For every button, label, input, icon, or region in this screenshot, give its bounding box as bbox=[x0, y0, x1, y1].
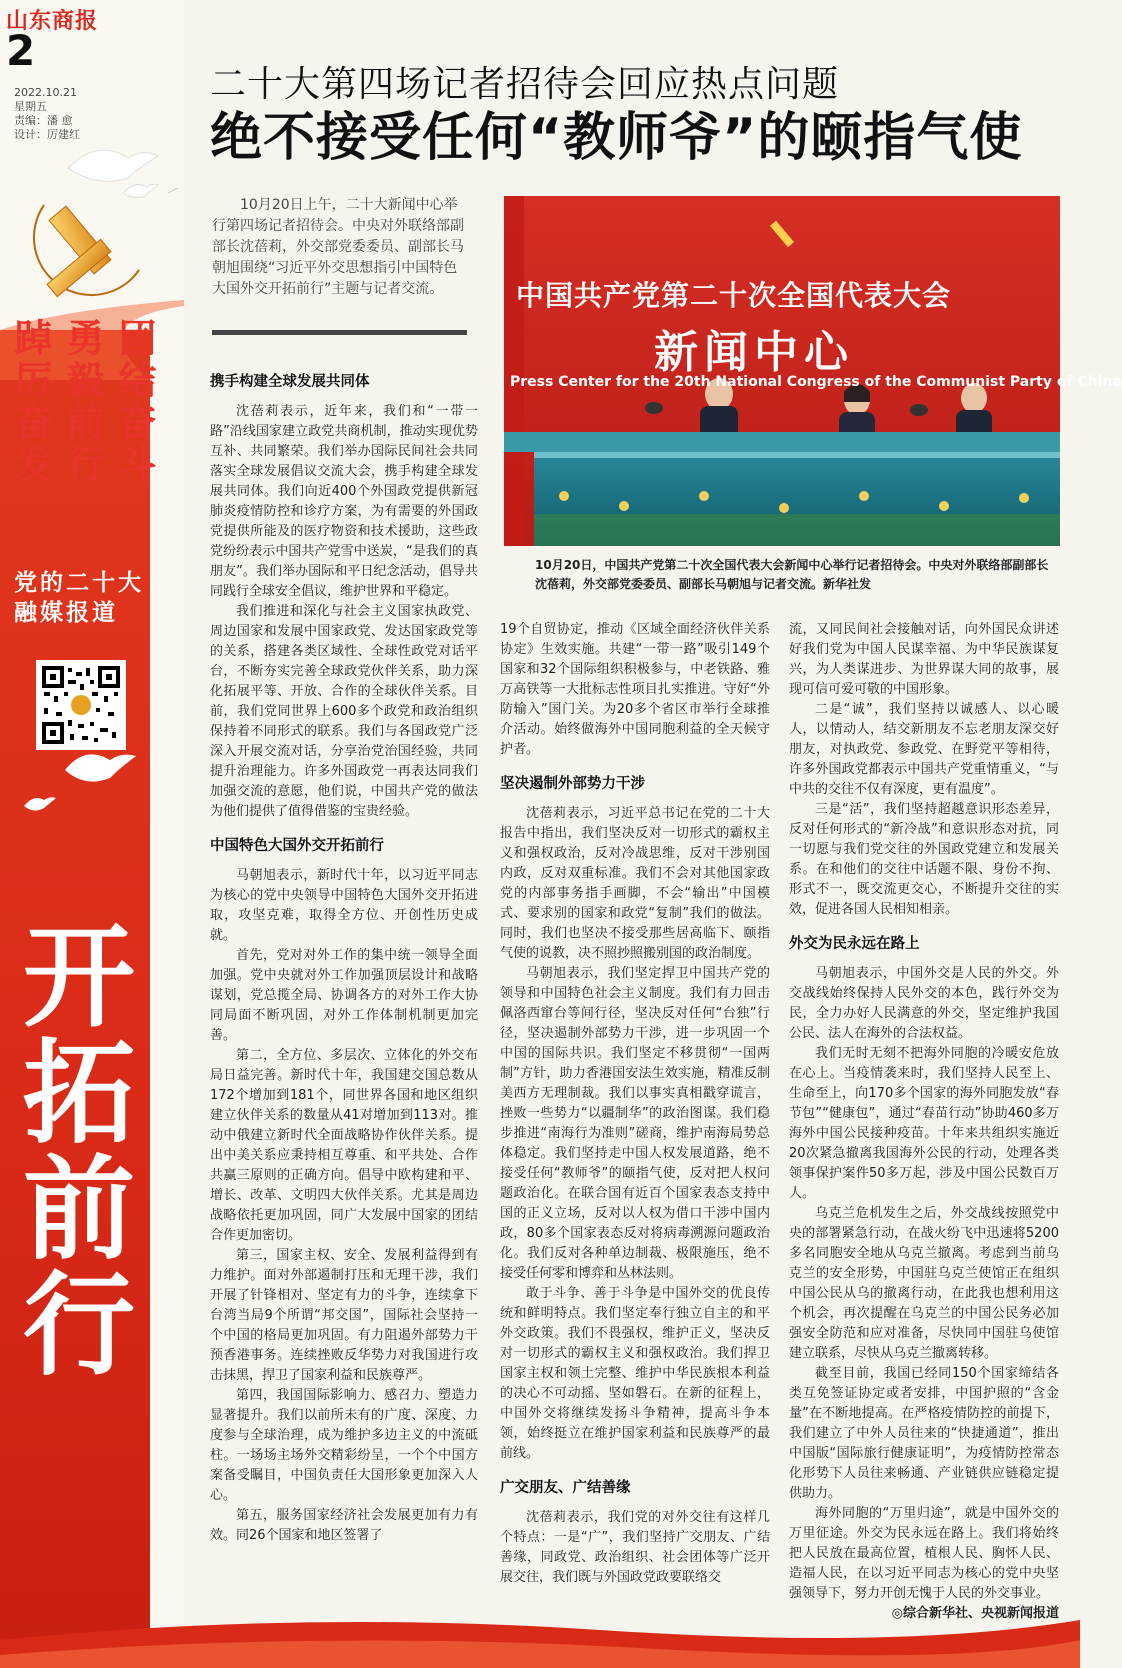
party-emblem-icon bbox=[14, 185, 164, 315]
paragraph: 三是“活”，我们坚持超越意识形态差异，反对任何形式的“新冷战”和意识形态对抗，同一切愿与我们党交往的外国政党建立和发展关系。在和他们的交往中话题不限、身份不拘、形式不一，既交流更交心，不断提升交往的实效，促进各国人民相知相亲。 bbox=[789, 802, 1059, 917]
designer-credit: 设计：厉建红 bbox=[14, 128, 80, 141]
section-heading: 携手构建全球发展共同体 bbox=[210, 374, 370, 390]
paragraph: 沈蓓莉表示，近年来，我们和“一带一路”沿线国家建立政党共商机制，推动实现优势互补、共同繁荣。我们举办国际民间社会共同落实全球发展倡议交流大会，携手构建全球发展共同体。我们向近400个外国政党提供新冠肺炎疫情防控和诊疗方案，为有需要的外国政党提供所能及的医疗物资和技术援助，这些政党纷纷表示中国共产党雪中送炭，“是我们的真朋友”。我们举办国际和平日纪念活动，倡导共同践行全球安全倡议，维护世界和平稳定。 bbox=[210, 404, 478, 599]
paragraph: 二是“诚”，我们坚持以诚感人、以心暖人，以情动人，结交新朋友不忘老朋友深交好朋友，对执政党、参政党、在野党平等相待，许多外国政党都表示中国共产党重情重义，“与中共的交往不仅有深度，更有温度”。 bbox=[789, 702, 1059, 797]
dove-icon bbox=[60, 740, 140, 800]
paragraph: 乌克兰危机发生之后，外交战线按照党中央的部署紧急行动，在战火纷飞中迅速将5200多名同胞安全地从乌克兰撤离。考虑到当前乌克兰的安全形势，中国驻乌克兰使馆正在组织中国公民从乌的撤离行动，在此我也想利用这个机会，再次提醒在乌克兰的中国公民务必加强安全防范和应对准备，尽快同中国驻乌使馆建立联系，尽快从乌克兰撤离转移。 bbox=[789, 1206, 1059, 1361]
article-column-3 bbox=[789, 620, 1059, 1624]
article-lead: 10月20日上午，二十大新闻中心举行第四场记者招待会。中央对外联络部副部长沈蓓莉，外交部党委委员、副部长马朝旭围绕“习近平外交思想指引中国特色大国外交开拓前行”主题与记者交流。 bbox=[212, 197, 464, 297]
photo-caption: 10月20日，中国共产党第二十次全国代表大会新闻中心举行记者招待会。中央对外联络部副部长沈蓓莉，外交部党委委员、副部长马朝旭与记者交流。新华社发 bbox=[535, 558, 1049, 591]
paragraph: 第二，全方位、多层次、立体化的外交布局日益完善。新时代十年，我国建交国总数从172个增加到181个，同世界各国和地区组织建立伙伴关系的数量从41对增加到113对。推动中俄建立新时代全面战略协作伙伴关系。提出中美关系应秉持相互尊重、和平共处、合作共赢三原则的正确方向。倡导中欧构建和平、增长、改革、文明四大伙伴关系。尤其是周边战略依托更加巩固，同广大发展中国家的团结合作更加密切。 bbox=[210, 1048, 478, 1243]
paragraph: 第四，我国国际影响力、感召力、塑造力显著提升。我们以前所未有的广度、深度、力度参与全球治理，成为维护多边主义的中流砥柱。一场场主场外交精彩纷呈，一个个中国方案备受瞩目，中国负责任大国形象更加深入人心。 bbox=[210, 1388, 478, 1503]
paragraph: 我们无时无刻不把海外同胞的冷暖安危放在心上。当疫情袭来时，我们坚持人民至上、生命至上，向170多个国家的海外同胞发放“春节包”“健康包”，通过“春苗行动”协助460多万海外中国公民接种疫苗。十年来共组织实施近20次紧急撤离我国海外公民的行动，处理各类领事保护案件50多万起，涉及中国公民数百万人。 bbox=[789, 1046, 1059, 1201]
paragraph: 海外同胞的“万里归途”，就是中国外交的万里征途。外交为民永远在路上。我们将始终把人民放在最高位置，植根人民、胸怀人民、造福人民，在以习近平同志为核心的党中央坚强领导下，努力开创无愧于人民的外交事业。 bbox=[789, 1506, 1059, 1601]
slogan-column: 踔厉奋发 bbox=[8, 318, 53, 486]
paragraph: 19个自贸协定，推动《区域全面经济伙伴关系协定》生效实施。共建“一带一路”吸引149个国家和32个国际组织积极参与，中老铁路、雅万高铁等一大批标志性项目扎实推进。守好“外防输入”国门关。为20多个省区市举行全球推介活动。始终做海外中国同胞利益的全天候守护者。 bbox=[500, 622, 770, 757]
sidebar bbox=[0, 0, 184, 1668]
photo-banner-center: 新闻中心 bbox=[654, 327, 854, 378]
sub-slogan-line1: 党的二十大 bbox=[14, 570, 144, 596]
press-conference-photo bbox=[504, 196, 1122, 546]
paragraph: 马朝旭表示，我们坚定捍卫中国共产党的领导和中国特色社会主义制度。我们有力回击佩洛西窜台等间行径，坚决反对任何“台独”行径，坚决遏制外部势力干涉，进一步巩固一个中国的国际共识。我们坚定不移贯彻“一国两制”方针，助力香港国安法生效实施，精准反制美西方无理制裁。我们以事实真相戳穿谎言，挫败一些势力“以疆制华”的政治图谋。我们稳步推进“南海行为准则”磋商，维护南海局势总体稳定。我们坚持走中国人权发展道路，绝不接受任何“教师爷”的颐指气使，反对把人权问题政治化。在联合国有近百个国家表态支持中国的正义立场，反对以人权为借口干涉中国内政，80多个国家表态反对将病毒溯源问题政治化。我们反对各种单边制裁、极限施压，绝不接受任何零和博弈和丛林法则。 bbox=[500, 966, 770, 1281]
article-headline: 绝不接受任何“教师爷”的颐指气使 bbox=[210, 108, 1023, 168]
page-number: 2 bbox=[6, 26, 36, 75]
issue-date: 2022.10.21 bbox=[14, 86, 77, 99]
newspaper-brand: 山东商报 bbox=[6, 9, 99, 34]
source-credit: ◎综合新华社、央视新闻报道 bbox=[891, 1606, 1059, 1621]
paragraph: 马朝旭表示，中国外交是人民的外交。外交战线始终保持人民外交的本色，践行外交为民，全力办好人民满意的外交，坚定维护我国公民、法人在海外的合法权益。 bbox=[789, 966, 1059, 1041]
paragraph: 截至目前，我国已经同150个国家缔结各类互免签证协定或者安排，中国护照的“含金量”在不断地提高。在严格疫情防控的前提下，我们建立了中外人员往来的“快捷通道”，推出中国版“国际旅行健康证明”，为疫情防控常态化形势下人员往来畅通、产业链供应链稳定提供助力。 bbox=[789, 1366, 1059, 1501]
lead-divider bbox=[212, 330, 467, 335]
paragraph: 沈蓓莉表示，习近平总书记在党的二十大报告中指出，我们坚决反对一切形式的霸权主义和强权政治，反对冷战思维，反对干涉别国内政，反对双重标准。我们不会对其他国家政党的内部事务指手画脚，不会“输出”中国模式、要求别的国家和政党“复制”我们的做法。同时，我们也坚决不接受那些居高临下、颐指气使的说教，决不照抄照搬别国的政治制度。 bbox=[500, 806, 770, 961]
issue-weekday: 星期五 bbox=[14, 100, 47, 113]
article-subtitle: 二十大第四场记者招待会回应热点问题 bbox=[210, 64, 840, 105]
section-heading: 坚决遏制外部势力干涉 bbox=[500, 776, 645, 792]
paragraph: 第五，服务国家经济社会发展更加有力有效。同26个国家和地区签署了 bbox=[210, 1508, 478, 1543]
paragraph: 流，又同民间社会接触对话，向外国民众讲述好我们党为中国人民谋幸福、为中华民族谋复兴，为人类谋进步、为世界谋大同的故事，展现可信可爱可敬的中国形象。 bbox=[789, 622, 1059, 697]
paragraph: 马朝旭表示，新时代十年，以习近平同志为核心的党中央领导中国特色大国外交开拓进取，攻坚克难，取得全方位、开创性历史成就。 bbox=[210, 868, 478, 943]
section-heading: 中国特色大国外交开拓前行 bbox=[210, 838, 384, 854]
dove-icon bbox=[22, 790, 58, 818]
bottom-ribbon bbox=[0, 1600, 1080, 1668]
article-column-1 bbox=[210, 372, 478, 1546]
slogan-column: 勇毅前行 bbox=[60, 318, 105, 486]
sidebar-big-title-text: 开拓前行 bbox=[23, 912, 135, 1391]
paragraph: 我们推进和深化与社会主义国家执政党、周边国家和发展中国家政党、发达国家政党等的关系，搭建各类区域性、全球性政党对话平台，不断夯实完善全球政党伙伴关系，助力深化拓展平等、开放、合作的全球伙伴关系。目前，我们党同世界上600多个政党和政治组织保持着不同形式的联系。我们与各国政党广泛深入开展交流对话，分享治党治国经验，共同提升治理能力。许多外国政党一再表达同我们加强交流的意愿，他们说，中国共产党的做法为他们提供了值得借鉴的宝贵经验。 bbox=[210, 604, 478, 819]
paragraph: 首先，党对对外工作的集中统一领导全面加强。党中央就对外工作加强顶层设计和战略谋划，党总揽全局、协调各方的对外工作大协同局面不断巩固，对外工作体制机制更加完善。 bbox=[210, 948, 478, 1043]
article-column-2 bbox=[500, 620, 770, 1588]
sub-slogan-line2: 融媒报道 bbox=[14, 600, 118, 626]
slogan-column: 团结奋斗 bbox=[112, 318, 157, 486]
photo-banner-en: Press Center for the 20th National Congress of the Communist Party of China bbox=[510, 374, 1122, 390]
qr-code[interactable] bbox=[36, 660, 126, 750]
paragraph: 敢于斗争、善于斗争是中国外交的优良传统和鲜明特点。我们坚定奉行独立自主的和平外交政策。我们不畏强权，维护正义，坚决反对一切形式的霸权主义和强权政治。我们捍卫国家主权和领土完整、维护中华民族根本利益的决心不可动摇、坚如磐石。在新的征程上，中国外交将继续发扬斗争精神，提高斗争本领，始终挺立在维护国家利益和民族尊严的最前线。 bbox=[500, 1286, 770, 1461]
qr-code-icon bbox=[40, 664, 122, 746]
section-heading: 广交朋友、广结善缘 bbox=[500, 1480, 631, 1496]
paragraph: 沈蓓莉表示，我们党的对外交往有这样几个特点：一是“广”，我们坚持广交朋友、广结善缘，同政党、政治组织、社会团体等广泛开展交往，我们既与外国政党政要联络交 bbox=[500, 1510, 770, 1585]
editor-credit: 责编：潘 愈 bbox=[14, 114, 73, 127]
section-heading: 外交为民永远在路上 bbox=[789, 936, 920, 952]
paragraph: 第三，国家主权、安全、发展利益得到有力维护。面对外部遏制打压和无理干涉，我们开展了针锋相对、坚定有力的斗争，连续拿下台湾当局9个所谓“邦交国”，国际社会坚持一个中国的格局更加巩固。有力阻遏外部势力干预香港事务。连续挫败反华势力对我国进行攻击抹黑，捍卫了国家利益和民族尊严。 bbox=[210, 1248, 478, 1383]
sidebar-big-title bbox=[14, 912, 144, 1391]
photo-banner-cn: 中国共产党第二十次全国代表大会 bbox=[516, 279, 952, 312]
